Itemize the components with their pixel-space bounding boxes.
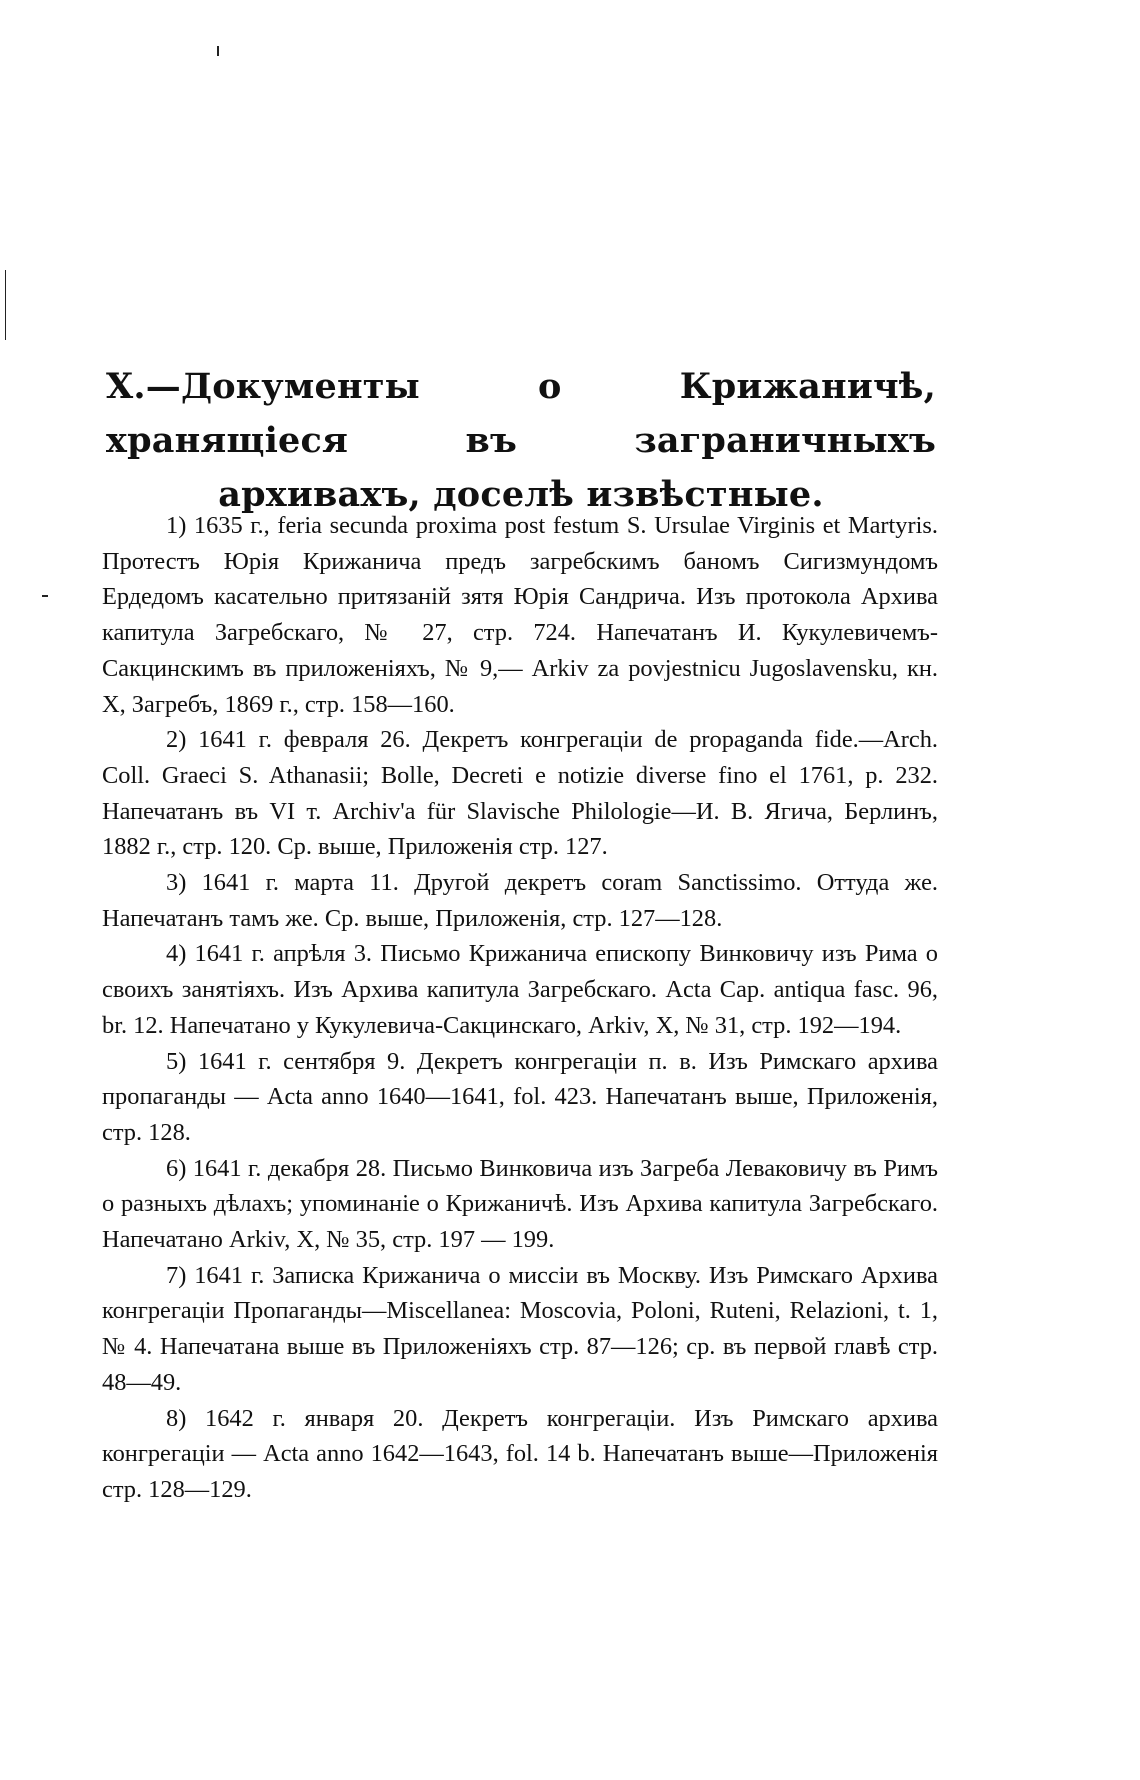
scan-margin-line bbox=[5, 270, 6, 340]
entry-1: 1) 1635 г., feria secunda proxima post festum S. Ursulae Virginis et Martyris. Протестъ Юрія Крижанича предъ загребскимъ баномъ Сигизмундомъ Ердедомъ касательно притязаній зятя Юрія Сандрича. Изъ протокола Архива капитула Загребскаго, № 27, стр. 724. Напечатанъ И. Кукулевичемъ-Сакцинскимъ въ приложеніяхъ, № 9,— Arkiv za povjestnicu Jugoslavensku, кн. X, Загребъ, 1869 г., стр. 158—160. bbox=[102, 512, 938, 718]
entry-8: 8) 1642 г. января 20. Декретъ конгрегаціи. Изъ Римскаго архива конгрегаціи — Acta anno 1642—1643, fol. 14 b. Напечатанъ выше—Приложенія стр. 128—129. bbox=[102, 1404, 938, 1503]
entry-4: 4) 1641 г. апрѣля 3. Письмо Крижанича епископу Винковичу изъ Рима о своихъ занятіяхъ. Изъ Архива капитула Загребскаго. Acta Cap. antiqua fasc. 96, br. 12. Напечатано у Кукулевича-Сакцинскаго, Arkiv, X, № 31, стр. 192—194. bbox=[102, 940, 938, 1039]
scan-dash-left bbox=[42, 595, 48, 597]
entry-2: 2) 1641 г. февраля 26. Декретъ конгрегаціи de propaganda fide.—Arch. Coll. Graeci S. Athanasii; Bolle, Decreti e notizie diverse fino el 1761, p. 232. Напечатанъ въ VI т. Archiv'a für Slavische Philologie—И. В. Ягича, Берлинъ, 1882 г., стр. 120. Ср. выше, Приложенія стр. 127. bbox=[102, 726, 938, 861]
entry-list bbox=[102, 508, 938, 1508]
entry-3: 3) 1641 г. марта 11. Другой декретъ coram Sanctissimo. Оттуда же. Напечатанъ тамъ же. Ср. выше, Приложенія, стр. 127—128. bbox=[102, 869, 938, 932]
entry-7: 7) 1641 г. Записка Крижанича о миссіи въ Москву. Изъ Римскаго Архива конгрегаціи Пропаганды—Miscellanea: Moscovia, Poloni, Ruteni, Relazioni, t. 1, № 4. Напечатана выше въ Приложеніяхъ стр. 87—126; ср. въ первой главѣ стр. 48—49. bbox=[102, 1261, 938, 1396]
page-title: X.—Документы о Крижаничѣ, хранящіеся въ заграничныхъ архивахъ, доселѣ извѣстные. bbox=[106, 366, 936, 515]
entry-6: 6) 1641 г. декабря 28. Письмо Винковича изъ Загреба Леваковичу въ Римъ о разныхъ дѣлахъ; упоминаніе о Крижаничѣ. Изъ Архива капитула Загребскаго. Напечатано Arkiv, X, № 35, стр. 197 — 199. bbox=[102, 1154, 938, 1254]
entry-5: 5) 1641 г. сентября 9. Декретъ конгрегаціи п. в. Изъ Римскаго архива пропаганды — Acta anno 1640—1641, fol. 423. Напечатанъ выше, Приложенія, стр. 128. bbox=[102, 1047, 938, 1146]
scan-tick-top bbox=[217, 46, 219, 56]
